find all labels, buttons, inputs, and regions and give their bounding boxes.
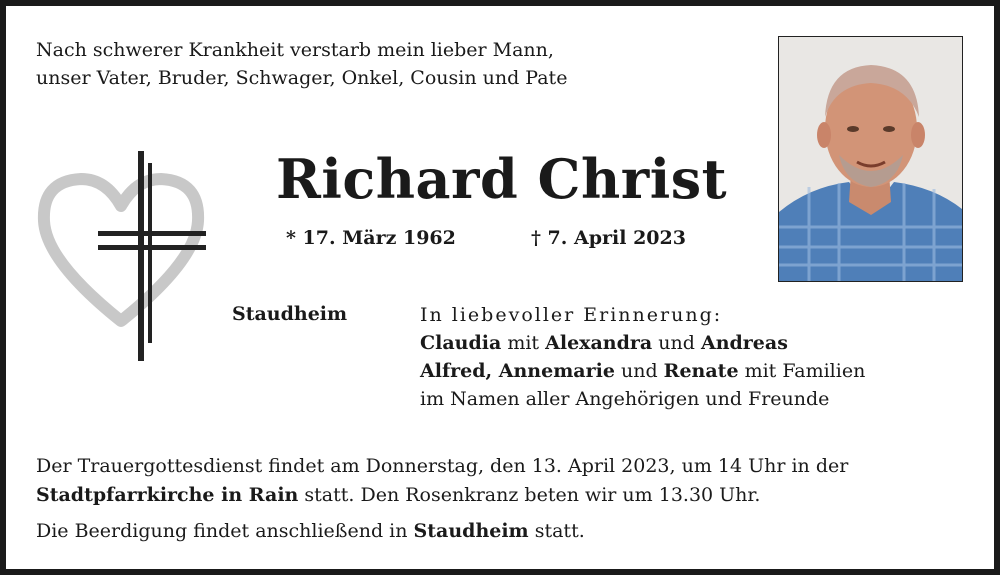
death-date: † 7. April 2023 — [531, 227, 686, 249]
intro-line-1: Nach schwerer Krankheit verstarb mein lieber Mann, — [36, 39, 554, 61]
mourner-name: Andreas — [700, 332, 788, 354]
intro-line-2: unser Vater, Bruder, Schwager, Onkel, Cousin und Pate — [36, 67, 568, 89]
residence-place: Staudheim — [232, 303, 348, 325]
mourner-name: Alexandra — [545, 332, 653, 354]
mourner-name: Alfred, Annemarie — [420, 360, 615, 382]
heart-cross-symbol — [36, 151, 206, 361]
memory-line-1: Claudia mit Alexandra und Andreas — [420, 332, 788, 354]
service-line-2: Stadtpfarrkirche in Rain statt. Den Rosenkranz beten wir um 13.30 Uhr. — [36, 484, 761, 506]
birth-date: * 17. März 1962 — [286, 227, 456, 249]
service-line-1: Der Trauergottesdienst findet am Donnerstag, den 13. April 2023, um 14 Uhr in der — [36, 455, 849, 477]
burial-info: Die Beerdigung findet anschließend in Staudheim statt. — [36, 520, 585, 542]
mourner-name: Claudia — [420, 332, 502, 354]
service-info — [36, 452, 976, 510]
deceased-name: Richard Christ — [276, 147, 728, 211]
burial-place: Staudheim — [413, 520, 529, 542]
memory-line-3: im Namen aller Angehörigen und Freunde — [420, 388, 830, 410]
memory-block — [420, 301, 980, 413]
memory-line-2: Alfred, Annemarie und Renate mit Familien — [420, 360, 866, 382]
obituary-card — [6, 6, 994, 569]
memory-lead: In liebevoller Erinnerung: — [420, 304, 723, 326]
mourner-name: Renate — [663, 360, 739, 382]
intro-text — [36, 36, 756, 92]
church-name: Stadtpfarrkirche in Rain — [36, 484, 299, 506]
portrait-photo — [778, 36, 963, 282]
